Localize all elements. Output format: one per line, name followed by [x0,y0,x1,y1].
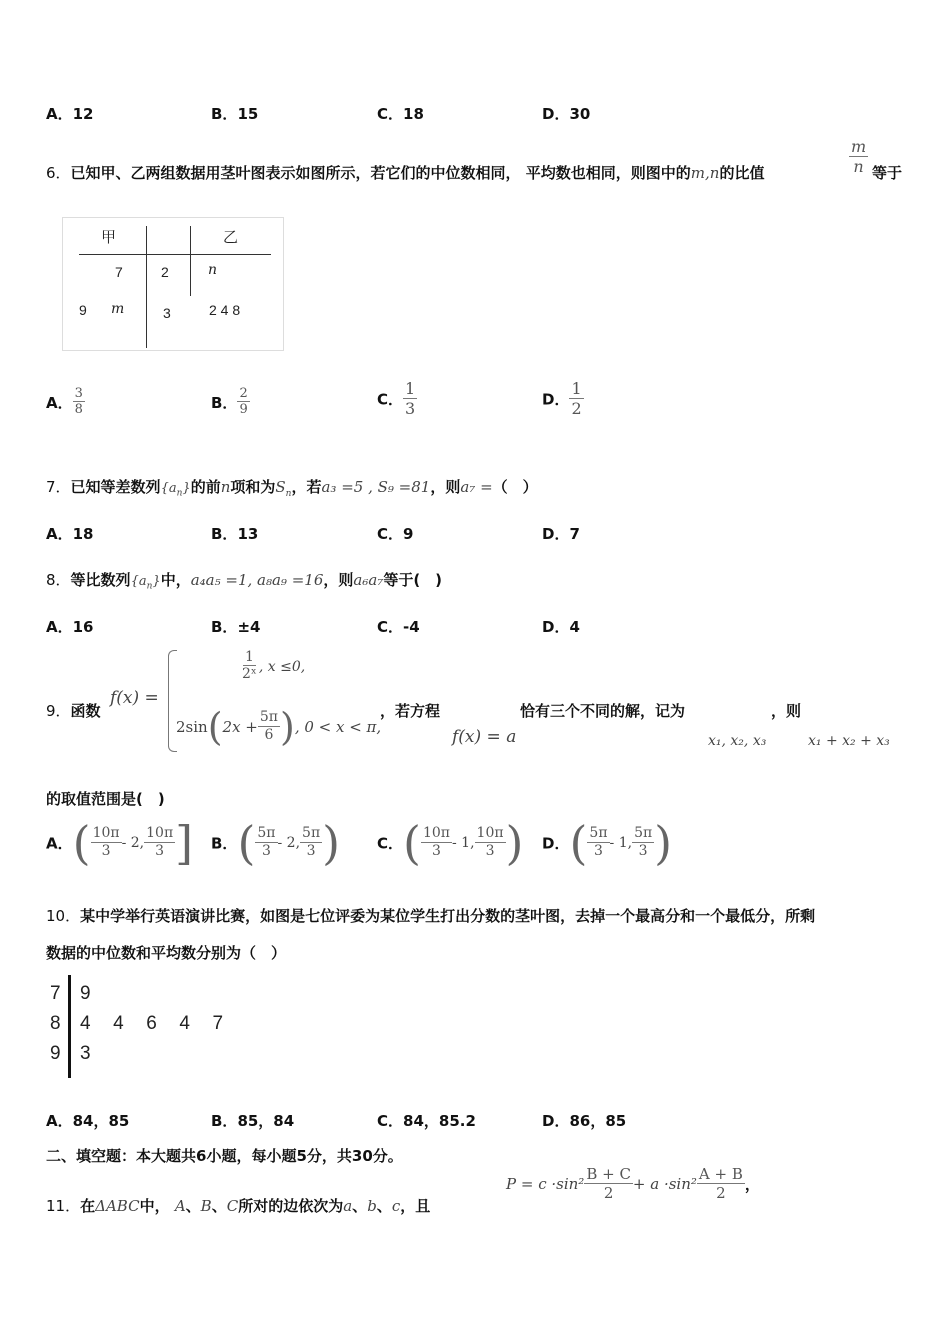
q9-case1: $\frac{1}{\text{2ˣ}}$ , x ≤0, [242,649,306,683]
q10-stem-leaf-figure [46,975,246,1080]
figure-stem-line-right [190,226,191,296]
figure-header-line [79,254,271,255]
figure-header-jia: 甲 [101,229,117,246]
q9-text-range: 的取值范围是( ) [46,790,165,808]
q10-option-c: C．84，85.2 [377,1112,476,1130]
q10-stem-line [68,975,71,1078]
q10-option-d: D．86，85 [542,1112,627,1130]
figure-r2-stem: 3 [163,305,171,321]
q10-stem-line2: 数据的中位数和平均数分别为（ ） [46,944,287,962]
q10-option-a: A．84，85 [46,1112,130,1130]
figure-stem-line-left [146,226,147,348]
q9-option-b: B．( $\frac{5\pi}{3}$ - 2, $\frac{5\pi}{3}$ ) [211,816,341,870]
q8-stem: 8．等比数列$\{a_n\}$中，a₄a₅ =1, a₈a₉ =16，则a₆a₇等于( ) [46,571,443,592]
q6-stem: 6．已知甲、乙两组数据用茎叶图表示如图所示，若它们的中位数相同， 平均数也相同，则图中的m,n的比值 [46,164,765,182]
q10-stem-1: 7 [50,983,61,1004]
q5-option-d: D．30 [542,105,591,123]
q8-option-d: D．4 [542,618,580,636]
q7-option-c: C．9 [377,525,414,543]
q8-option-b: B．±4 [211,618,261,636]
q9-fx: f(x) = [110,688,159,708]
q9-text-ze: ，则 [771,702,802,720]
q9-roots: x₁, x₂, x₃ [708,733,767,749]
q7-stem: 7．已知等差数列$\{a_n\}$的前n项和为$S_n$，若a₃ =5 , S₉ =81，则a₇ =（ ） [46,478,538,499]
q5-option-c: C．18 [377,105,424,123]
q5-option-b: B．15 [211,105,259,123]
q10-leaves-3: 3 [80,1043,91,1064]
q8-option-a: A．16 [46,618,94,636]
q10-stem-line1: 10．某中学举行英语演讲比赛，如图是七位评委为某位学生打出分数的茎叶图，去掉一个最高分和一个最低分，所剩 [46,907,816,925]
q10-option-b: B．85，84 [211,1112,295,1130]
q9-equation: f(x) = a [452,727,517,747]
q10-stem-2: 8 [50,1013,61,1034]
q7-option-b: B．13 [211,525,259,543]
figure-r2-left-a: 9 [79,302,87,318]
q7-option-d: D．7 [542,525,580,543]
q10-leaves-1: 9 [80,983,91,1004]
q9-case2: 2sin(2x + $\frac{5\pi}{6}$ ), 0 < x < π, [176,705,382,749]
q8-option-c: C．-4 [377,618,420,636]
figure-r1-stem: 2 [161,264,169,280]
figure-r2-left-b: m [111,301,125,317]
q11-stem: 11．在ΔABC中， A、B、C所对的边依次为a、b、c，且 [46,1197,431,1215]
q9-text-fangcheng: ，若方程 [380,702,441,720]
figure-header-yi: 乙 [223,229,239,246]
q6-option-d: D． $\frac{1}{2}$ [542,379,582,418]
q6-option-c: C． $\frac{1}{3}$ [377,379,416,418]
q6-ratio: $\frac{m}{n}$ [851,137,867,176]
q9-option-c: C．( $\frac{10\pi}{3}$ - 1, $\frac{10\pi}{3}$ ) [377,816,524,870]
figure-r2-right: 2 4 8 [209,302,241,318]
q10-stem-3: 9 [50,1043,61,1064]
q10-leaves-2: 4 4 6 4 7 [80,1013,224,1034]
q9-label: 9．函数 [46,702,101,720]
figure-r1-right: n [208,262,218,278]
q6-stem-leaf-figure [62,217,284,351]
q9-option-a: A．( $\frac{10\pi}{3}$ - 2, $\frac{10\pi}{3}$ ] [46,816,194,870]
q11-formula: P = c ·sin² $\frac{B + C}{2}$ + a ·sin² $\frac{A + B}{2}$ ， [506,1165,760,1202]
q9-text-three-roots: 恰有三个不同的解，记为 [520,702,686,720]
q6-option-b: B． $\frac{2}{9}$ [211,386,248,418]
q9-option-d: D．( $\frac{5\pi}{3}$ - 1, $\frac{5\pi}{3}$ ) [542,816,673,870]
section-2-heading: 二、填空题：本大题共6小题，每小题5分，共30分。 [46,1147,403,1165]
q6-option-a: A． $\frac{3}{8}$ [46,386,83,418]
q7-option-a: A．18 [46,525,94,543]
q5-option-a: A．12 [46,105,94,123]
q9-sum: x₁ + x₂ + x₃ [808,733,890,749]
q6-text-end: 等于 [872,164,903,182]
figure-r1-left: 7 [115,264,123,280]
